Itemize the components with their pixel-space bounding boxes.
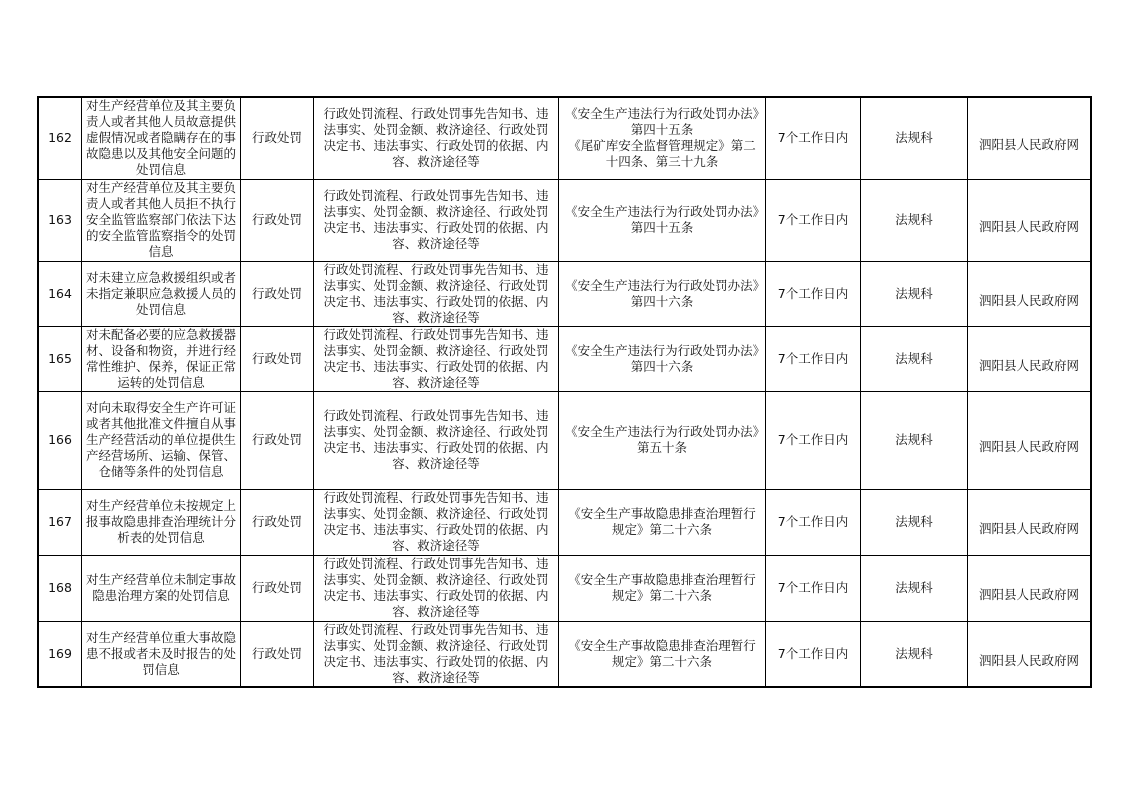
department-cell: 法规科 bbox=[861, 261, 968, 326]
type-cell: 行政处罚 bbox=[241, 489, 314, 555]
content-cell: 行政处罚流程、行政处罚事先告知书、违法事实、处罚金额、救济途径、行政处罚决定书、违法事实、行政处罚的依据、内容、救济途径等 bbox=[314, 326, 559, 391]
content-cell: 行政处罚流程、行政处罚事先告知书、违法事实、处罚金额、救济途径、行政处罚决定书、违法事实、行政处罚的依据、内容、救济途径等 bbox=[314, 391, 559, 489]
basis-cell: 《安全生产违法行为行政处罚办法》第四十五条 bbox=[559, 179, 766, 261]
basis-cell: 《安全生产违法行为行政处罚办法》第四十六条 bbox=[559, 261, 766, 326]
row-number: 163 bbox=[38, 179, 82, 261]
disclosure-table bbox=[37, 96, 1092, 688]
type-cell: 行政处罚 bbox=[241, 621, 314, 687]
type-cell: 行政处罚 bbox=[241, 261, 314, 326]
type-cell: 行政处罚 bbox=[241, 555, 314, 621]
department-cell: 法规科 bbox=[861, 555, 968, 621]
table-row bbox=[38, 179, 1091, 261]
basis-cell: 《安全生产违法行为行政处罚办法》第四十六条 bbox=[559, 326, 766, 391]
content-cell: 行政处罚流程、行政处罚事先告知书、违法事实、处罚金额、救济途径、行政处罚决定书、违法事实、行政处罚的依据、内容、救济途径等 bbox=[314, 621, 559, 687]
time-limit-cell: 7个工作日内 bbox=[766, 179, 861, 261]
time-limit-cell: 7个工作日内 bbox=[766, 97, 861, 179]
table-row bbox=[38, 261, 1091, 326]
time-limit-cell: 7个工作日内 bbox=[766, 326, 861, 391]
row-number: 169 bbox=[38, 621, 82, 687]
matter-cell: 对未配备必要的应急救援器材、设备和物资，并进行经常性维护、保养，保证正常运转的处罚信息 bbox=[82, 326, 241, 391]
channel-cell: 泗阳县人民政府网 bbox=[968, 97, 1092, 179]
channel-cell: 泗阳县人民政府网 bbox=[968, 489, 1092, 555]
content-cell: 行政处罚流程、行政处罚事先告知书、违法事实、处罚金额、救济途径、行政处罚决定书、违法事实、行政处罚的依据、内容、救济途径等 bbox=[314, 489, 559, 555]
table-row bbox=[38, 326, 1091, 391]
row-number: 168 bbox=[38, 555, 82, 621]
table-row bbox=[38, 391, 1091, 489]
channel-cell: 泗阳县人民政府网 bbox=[968, 621, 1092, 687]
matter-cell: 对生产经营单位未按规定上报事故隐患排查治理统计分析表的处罚信息 bbox=[82, 489, 241, 555]
type-cell: 行政处罚 bbox=[241, 179, 314, 261]
table-row bbox=[38, 555, 1091, 621]
department-cell: 法规科 bbox=[861, 489, 968, 555]
table-row bbox=[38, 489, 1091, 555]
matter-cell: 对生产经营单位未制定事故隐患治理方案的处罚信息 bbox=[82, 555, 241, 621]
department-cell: 法规科 bbox=[861, 97, 968, 179]
type-cell: 行政处罚 bbox=[241, 326, 314, 391]
time-limit-cell: 7个工作日内 bbox=[766, 489, 861, 555]
matter-cell: 对向未取得安全生产许可证或者其他批准文件擅自从事生产经营活动的单位提供生产经营场所、运输、保管、仓储等条件的处罚信息 bbox=[82, 391, 241, 489]
row-number: 166 bbox=[38, 391, 82, 489]
channel-cell: 泗阳县人民政府网 bbox=[968, 326, 1092, 391]
time-limit-cell: 7个工作日内 bbox=[766, 261, 861, 326]
time-limit-cell: 7个工作日内 bbox=[766, 391, 861, 489]
matter-cell: 对生产经营单位及其主要负责人或者其他人员故意提供虚假情况或者隐瞒存在的事故隐患以及其他安全问题的处罚信息 bbox=[82, 97, 241, 179]
type-cell: 行政处罚 bbox=[241, 97, 314, 179]
content-cell: 行政处罚流程、行政处罚事先告知书、违法事实、处罚金额、救济途径、行政处罚决定书、违法事实、行政处罚的依据、内容、救济途径等 bbox=[314, 555, 559, 621]
department-cell: 法规科 bbox=[861, 179, 968, 261]
row-number: 167 bbox=[38, 489, 82, 555]
type-cell: 行政处罚 bbox=[241, 391, 314, 489]
basis-cell: 《安全生产违法行为行政处罚办法》第四十五条 《尾矿库安全监督管理规定》第二十四条、第三十九条 bbox=[559, 97, 766, 179]
row-number: 162 bbox=[38, 97, 82, 179]
time-limit-cell: 7个工作日内 bbox=[766, 555, 861, 621]
basis-cell: 《安全生产违法行为行政处罚办法》第五十条 bbox=[559, 391, 766, 489]
time-limit-cell: 7个工作日内 bbox=[766, 621, 861, 687]
channel-cell: 泗阳县人民政府网 bbox=[968, 261, 1092, 326]
channel-cell: 泗阳县人民政府网 bbox=[968, 391, 1092, 489]
content-cell: 行政处罚流程、行政处罚事先告知书、违法事实、处罚金额、救济途径、行政处罚决定书、违法事实、行政处罚的依据、内容、救济途径等 bbox=[314, 261, 559, 326]
basis-cell: 《安全生产事故隐患排查治理暂行规定》第二十六条 bbox=[559, 489, 766, 555]
row-number: 165 bbox=[38, 326, 82, 391]
content-cell: 行政处罚流程、行政处罚事先告知书、违法事实、处罚金额、救济途径、行政处罚决定书、违法事实、行政处罚的依据、内容、救济途径等 bbox=[314, 179, 559, 261]
department-cell: 法规科 bbox=[861, 621, 968, 687]
department-cell: 法规科 bbox=[861, 326, 968, 391]
department-cell: 法规科 bbox=[861, 391, 968, 489]
content-cell: 行政处罚流程、行政处罚事先告知书、违法事实、处罚金额、救济途径、行政处罚决定书、违法事实、行政处罚的依据、内容、救济途径等 bbox=[314, 97, 559, 179]
basis-cell: 《安全生产事故隐患排查治理暂行规定》第二十六条 bbox=[559, 621, 766, 687]
table-row bbox=[38, 621, 1091, 687]
row-number: 164 bbox=[38, 261, 82, 326]
basis-cell: 《安全生产事故隐患排查治理暂行规定》第二十六条 bbox=[559, 555, 766, 621]
matter-cell: 对未建立应急救援组织或者未指定兼职应急救援人员的处罚信息 bbox=[82, 261, 241, 326]
table-row bbox=[38, 97, 1091, 179]
matter-cell: 对生产经营单位重大事故隐患不报或者未及时报告的处罚信息 bbox=[82, 621, 241, 687]
channel-cell: 泗阳县人民政府网 bbox=[968, 179, 1092, 261]
matter-cell: 对生产经营单位及其主要负责人或者其他人员拒不执行安全监管监察部门依法下达的安全监管监察指令的处罚信息 bbox=[82, 179, 241, 261]
channel-cell: 泗阳县人民政府网 bbox=[968, 555, 1092, 621]
